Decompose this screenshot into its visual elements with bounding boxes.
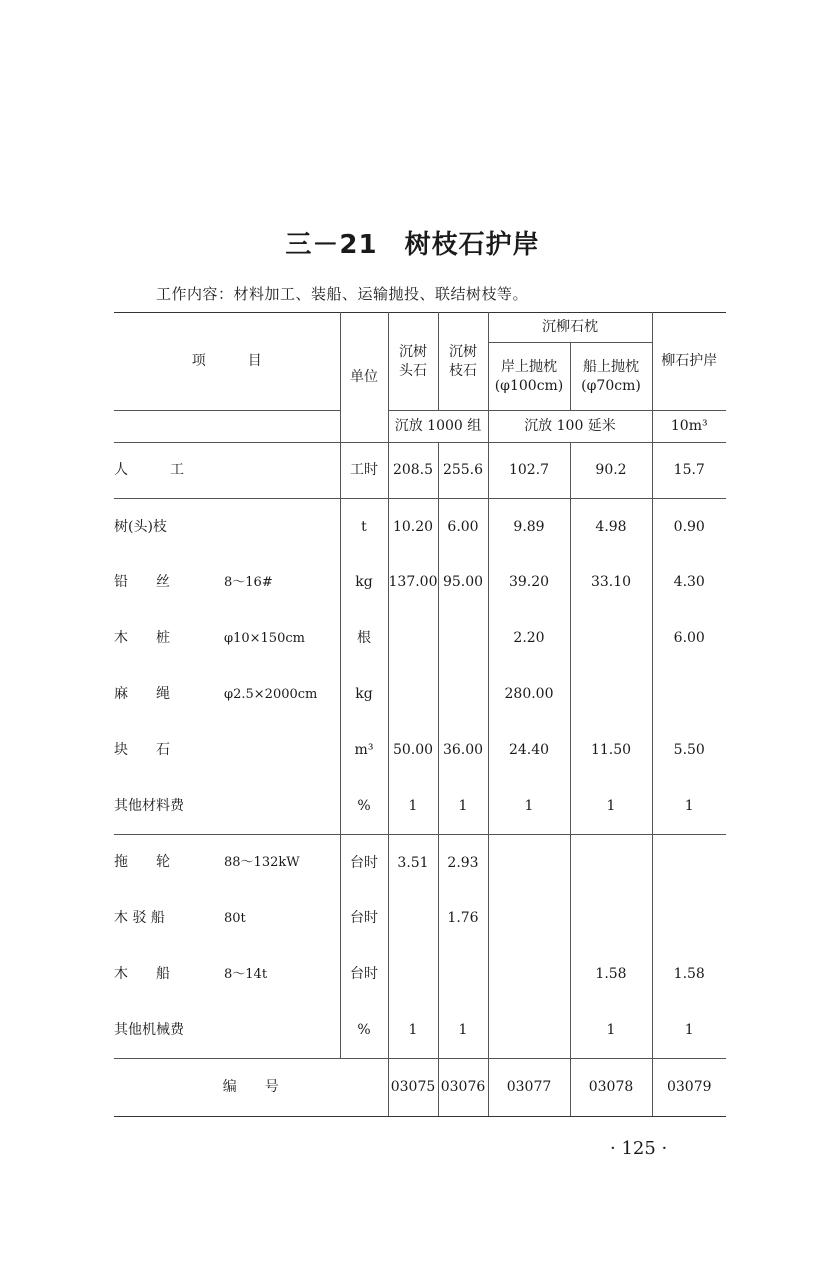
footer-code-row: 编 号 03075 03076 03077 03078 03079	[114, 1059, 726, 1117]
table-row: 块 石 m³ 50.00 36.00 24.40 11.50 5.50	[114, 723, 726, 779]
table-row: 木 桩 φ10×150cm 根 2.20 6.00	[114, 611, 726, 667]
work-content-note: 工作内容：材料加工、装船、运输抛投、联结树枝等。	[156, 285, 529, 303]
header-unit: 单位	[340, 313, 388, 443]
table-row: 麻 绳 φ2.5×2000cm kg 280.00	[114, 667, 726, 723]
table-row: 其他材料费 % 1 1 1 1 1	[114, 779, 726, 835]
header-col3: 岸上抛枕 (φ100cm)	[488, 343, 570, 411]
header-col4: 船上抛枕 (φ70cm)	[570, 343, 652, 411]
footer-label: 编 号	[114, 1059, 388, 1117]
table-row: 木 船 8～14t 台时 1.58 1.58	[114, 947, 726, 1003]
header-measure-row	[114, 411, 726, 443]
table-row: 树(头)枝 t 10.20 6.00 9.89 4.98 0.90	[114, 499, 726, 555]
header-col1: 沉树头石	[388, 313, 438, 411]
row-name: 人 工	[114, 462, 184, 479]
header-col5: 柳石护岸	[652, 313, 726, 411]
measure-cols-3-4: 沉放 100 延米	[488, 411, 652, 443]
table-row: 拖 轮 88～132kW 台时 3.51 2.93	[114, 835, 726, 891]
measure-cols-1-2: 沉放 1000 组	[388, 411, 488, 443]
table-row: 其他机械费 % 1 1 1 1	[114, 1003, 726, 1059]
page-number: · 125 ·	[610, 1138, 668, 1159]
measure-col-5: 10m³	[652, 411, 726, 443]
header-item: 项 目	[114, 313, 340, 411]
header-group-label: 沉柳石枕	[488, 313, 652, 343]
table-row: 铅 丝 8～16# kg 137.00 95.00 39.20 33.10 4.30	[114, 555, 726, 611]
table-row-labor: 人 工 工时 208.5 255.6 102.7 90.2 15.7	[114, 443, 726, 499]
table-row: 木 驳 船 80t 台时 1.76	[114, 891, 726, 947]
quota-table	[114, 312, 726, 1117]
header-col2: 沉树枝石	[438, 313, 488, 411]
header-row-1	[114, 313, 726, 343]
page-title: 三－21 树枝石护岸	[285, 230, 540, 260]
